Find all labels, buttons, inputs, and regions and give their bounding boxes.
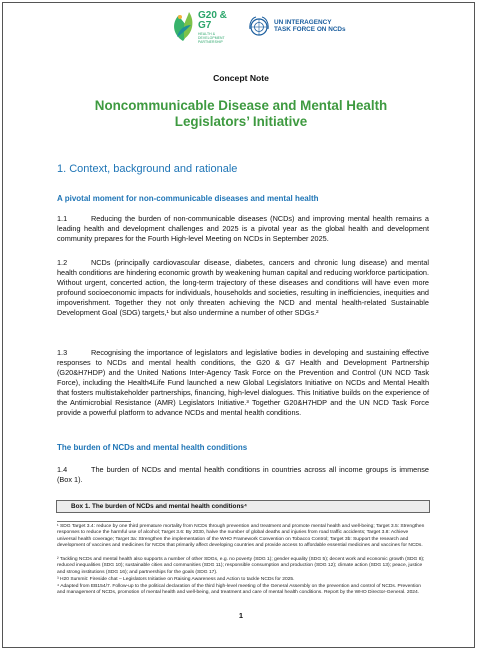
g20-logo-text: G20 & G7 xyxy=(198,10,227,31)
g20-g7-logo xyxy=(169,9,243,47)
paragraph-number: 1.3 xyxy=(57,348,68,357)
page-number: 1 xyxy=(238,611,244,620)
subheading-burden: The burden of NCDs and mental health conditions xyxy=(57,443,248,452)
paragraph-text: Reducing the burden of non-communicable diseases (NCDs) and improving mental health remains a leading health and development challenges and 2025 is a pivotal year as the global health and development community prepares for the Fourth High-level Meeting on NCDs in September 2025. xyxy=(57,214,429,243)
un-emblem-icon xyxy=(247,15,271,39)
leaf-swirl-icon xyxy=(169,9,197,43)
subheading-pivotal-moment: A pivotal moment for non-communicable diseases and mental health xyxy=(57,194,319,203)
un-task-force-logo xyxy=(247,13,367,43)
concept-note-label: Concept Note xyxy=(213,73,269,83)
header-logos xyxy=(51,9,431,47)
box-1-header: Box 1. The burden of NCDs and mental health conditions⁴ xyxy=(56,500,430,513)
paragraph-text: Recognising the importance of legislators and legislative bodies in developing and sustaining effective responses to NCDs and mental health conditions, the G20 & G7 Health and Development Partnership (G20&H7HDP) and the United Nations Inter-Agency Task Force on the Prevention and Control (UN NCD Task Force), including the Health4Life Fund launched a new Global Legislators Initiative on NCDs and Mental Health that fosters multistakeholder partnerships, financing, high-level dialogues. This Initiative builds on the experience of the Antimicrobial Resistance (AMR) Legislators Initiative.³ Together G20&H7HDP and the UN NCD Task Force provide a powerful platform to advance NCDs and mental health conditions. xyxy=(57,348,429,417)
paragraph-text: The burden of NCDs and mental health conditions in countries across all income groups is immense (Box 1). xyxy=(57,465,429,484)
footnote-1: ¹ SDG Target 3.4: reduce by one third premature mortality from NCDs through prevention and treatment and promote mental health and well-being; Target 3.5: Strengthen responses to reduce the harmful use of alcohol; Target 3.6: By 2030, halve the number of global deaths and injuries from road traffic accidents; Target 3.8: Achieve universal health coverage; Target 3a: Strengthen the implementation of the WHO Framework Convention on Tobacco Control; Target 3b: Support the research and development of vaccines and medicines for NCDs that primarily affect developing countries and provide access to affordable essential medicines and vaccines for NCDs. xyxy=(57,524,425,549)
document-page xyxy=(2,2,475,648)
paragraph-number: 1.4 xyxy=(57,465,68,474)
footnote-4: ⁴ Adapted from EB154/7. Follow-up to the political declaration of the third high-level meeting of the General Assembly on the prevention and control of NCDs. Prevention and management of NCDs, promotion of mental health and well-being, and treatment and care of mental health conditions. Report by the WHO Director-General. 2024. xyxy=(57,584,421,596)
document-title: Noncommunicable Disease and Mental Health Legislators’ Initiative xyxy=(94,98,388,129)
section-heading: 1. Context, background and rationale xyxy=(57,163,238,175)
paragraph-text: NCDs (principally cardiovascular disease, diabetes, cancers and chronic lung disease) and mental health conditions are hindering economic growth by weakening human capital and reducing workforce participation. Without urgent, concerted action, the long-term trajectory of these diseases and conditions will have even more profound socioeconomic impacts for individuals, households and societies, resulting in inefficiencies, inequities and impoverishment. Together they not only threaten achieving the NCD and mental health-related Sustainable Development Goal (SDG) targets,¹ but also undermine a number of other SDGs.² xyxy=(57,258,429,317)
paragraph-1-3 xyxy=(57,348,429,418)
g20-logo-subtext: HEALTH & DEVELOPMENT PARTNERSHIP xyxy=(198,32,225,44)
un-logo-line-2: TASK FORCE ON NCDs xyxy=(274,26,346,34)
un-logo-text xyxy=(274,19,346,33)
paragraph-1-1 xyxy=(57,214,429,244)
paragraph-number: 1.2 xyxy=(57,258,68,267)
footnote-3: ³ H20 Summit: Fireside chat – Legislators Initiative on Raising Awareness and Action to tackle NCDs for 2025. xyxy=(57,577,295,582)
paragraph-number: 1.1 xyxy=(57,214,68,223)
footnote-2: ² Tackling NCDs and mental health also supports a number of other SDGs, e.g. no poverty (SDG 1); gender equality (SDG 5); decent work and economic growth (SDG 8); reduced inequalities (SDG 10); sustainable cities and communities (SDG 11); responsible consumption and production (SDG 12); climate action (SDG 13); peace, justice and strong institutions (SDG 16); and partnerships for the goals (SDG 17). xyxy=(57,557,425,575)
footnote-divider xyxy=(57,521,131,522)
un-logo-line-1: UN INTERAGENCY xyxy=(274,19,332,26)
paragraph-1-4 xyxy=(57,465,429,485)
paragraph-1-2 xyxy=(57,258,429,318)
